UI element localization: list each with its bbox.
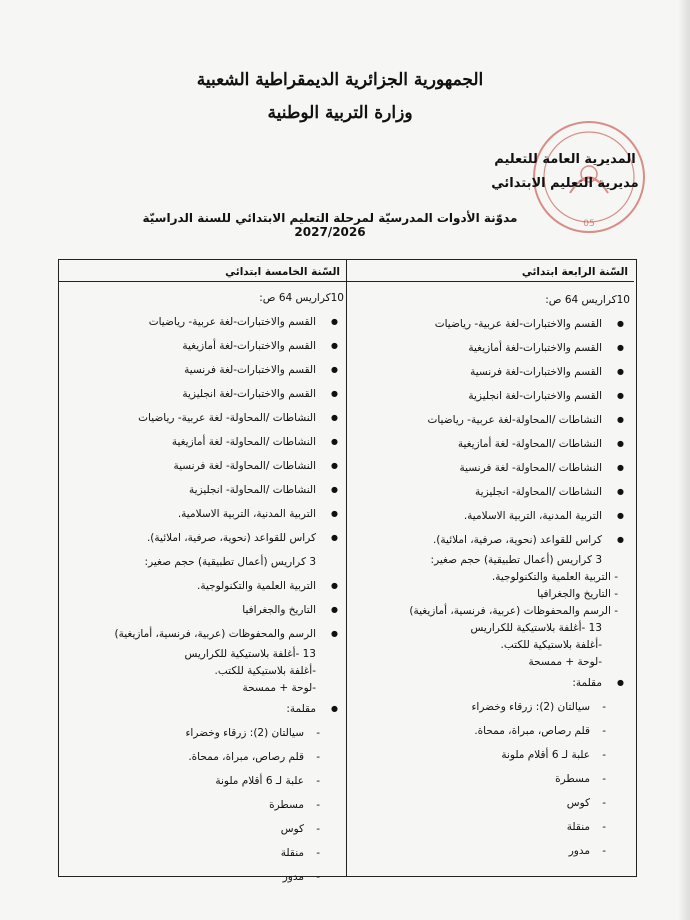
grade5-list-item: ● النشاطات /المحاولة- لغة أمازيغية (62, 430, 344, 454)
grade4-list-item: ● القسم والاختبارات-لغة عربية- رياضيات (350, 312, 630, 336)
grade5-list-item: - علبة لـ 6 أقلام ملونة (62, 769, 344, 793)
grade4-list-item: - سيالتان (2): زرقاء وخضراء (350, 695, 630, 719)
grade5-list-item: - كوس (62, 817, 344, 841)
grade4-list-item: 10كراريس 64 ص: (545, 294, 630, 306)
grade5-list-item: 3 كراريس (أعمال تطبيقية) حجم صغير: (144, 556, 316, 568)
directorate-general: المديرية العامة للتعليم (494, 152, 636, 167)
grade4-list-item: ● القسم والاختبارات-لغة فرنسية (350, 360, 630, 384)
grade5-list-item: ● القسم والاختبارات-لغة عربية- رياضيات (62, 310, 344, 334)
grade5-list-item: - سيالتان (2): زرقاء وخضراء (62, 721, 344, 745)
grade4-list-item: ● القسم والاختبارات-لغة انجليزية (350, 384, 630, 408)
grade4-list-item: - كوس (350, 791, 630, 815)
grade4-list-item: - قلم رصاص، مبراة، ممحاة. (350, 719, 630, 743)
grade5-heading: السّنة الخامسة ابتدائي (59, 262, 346, 282)
grade5-list-item: ● النشاطات /المحاولة- لغة فرنسية (62, 454, 344, 478)
grade5-list-item: ● التربية المدنية، التربية الاسلامية. (62, 502, 344, 526)
directorate-primary: مديرية التعليم الابتدائي (491, 176, 639, 191)
grade4-list-item: ● النشاطات /المحاولة- انجليزية (350, 480, 630, 504)
grade5-list-item: ● النشاطات /المحاولة- انجليزية (62, 478, 344, 502)
grade4-list-item: ● النشاطات /المحاولة- لغة فرنسية (350, 456, 630, 480)
grade4-list-item: ● كراس للقواعد (نحوية، صرفية، املائية). (350, 528, 630, 552)
grade4-list-item: - الرسم والمحفوظات (عربية، فرنسية، أمازيغية) (409, 605, 618, 617)
grade4-list-item: - التاريخ والجغرافيا (537, 588, 618, 600)
grade5-list-item: ● كراس للقواعد (نحوية، صرفية، املائية). (62, 526, 344, 550)
document-title: مدوّنة الأدوات المدرسيّة لمرحلة التعليم الابتدائي للسنة الدراسيّة 2027/2026 (142, 211, 518, 239)
grade4-list-item: -لوحة + ممسحة (528, 656, 602, 668)
ministry-heading: وزارة التربية الوطنية (267, 103, 413, 123)
column-divider (346, 259, 347, 877)
grade5-list-item: 13 -أغلفة بلاستيكية للكراريس (184, 648, 316, 660)
grade4-list-item: ● القسم والاختبارات-لغة أمازيغية (350, 336, 630, 360)
grade4-list-item: ● النشاطات /المحاولة- لغة أمازيغية (350, 432, 630, 456)
grade4-heading: السّنة الرابعة ابتدائي (347, 262, 634, 282)
grade4-list-item: - مسطرة (350, 767, 630, 791)
grade5-list-item: -أغلفة بلاستيكية للكتب. (214, 665, 316, 677)
grade5-list-item: - مدور (62, 865, 344, 889)
grade4-supplies-list (350, 288, 630, 863)
page-edge-shadow (678, 0, 690, 920)
grade5-list-item: ● النشاطات /المحاولة- لغة عربية- رياضيات (62, 406, 344, 430)
grade5-list-item: - قلم رصاص، مبراة، ممحاة. (62, 745, 344, 769)
grade5-list-item: ● التربية العلمية والتكنولوجية. (62, 574, 344, 598)
grade4-list-item: - علبة لـ 6 أقلام ملونة (350, 743, 630, 767)
grade4-list-item: ● التربية المدنية، التربية الاسلامية. (350, 504, 630, 528)
grade5-supplies-list (62, 286, 344, 889)
grade5-list-item: ● التاريخ والجغرافيا (62, 598, 344, 622)
grade4-list-item: -أغلفة بلاستيكية للكتب. (500, 639, 602, 651)
grade5-list-item: -لوحة + ممسحة (242, 682, 316, 694)
grade4-list-item: ● النشاطات /المحاولة-لغة عربية- رياضيات (350, 408, 630, 432)
grade4-list-item: ● مقلمة: (350, 671, 630, 695)
grade5-list-item: - منقلة (62, 841, 344, 865)
grade4-list-item: - منقلة (350, 815, 630, 839)
grade5-list-item: ● الرسم والمحفوظات (عربية، فرنسية، أمازيغية) (62, 622, 344, 646)
grade5-list-item: ● القسم والاختبارات-لغة انجليزية (62, 382, 344, 406)
grade4-list-item: 13 -أغلفة بلاستيكية للكراريس (470, 622, 602, 634)
republic-heading: الجمهورية الجزائرية الديمقراطية الشعبية (196, 70, 484, 90)
grade5-list-item: ● مقلمة: (62, 697, 344, 721)
grade4-list-item: - التربية العلمية والتكنولوجية. (491, 571, 618, 583)
grade5-list-item: ● القسم والاختبارات-لغة فرنسية (62, 358, 344, 382)
grade5-list-item: 10كراريس 64 ص: (259, 292, 344, 304)
grade5-list-item: - مسطرة (62, 793, 344, 817)
grade4-list-item: 3 كراريس (أعمال تطبيقية) حجم صغير: (430, 554, 602, 566)
stamp-number: 05 (583, 219, 595, 229)
grade4-list-item: - مدور (350, 839, 630, 863)
grade5-list-item: ● القسم والاختبارات-لغة أمازيغية (62, 334, 344, 358)
